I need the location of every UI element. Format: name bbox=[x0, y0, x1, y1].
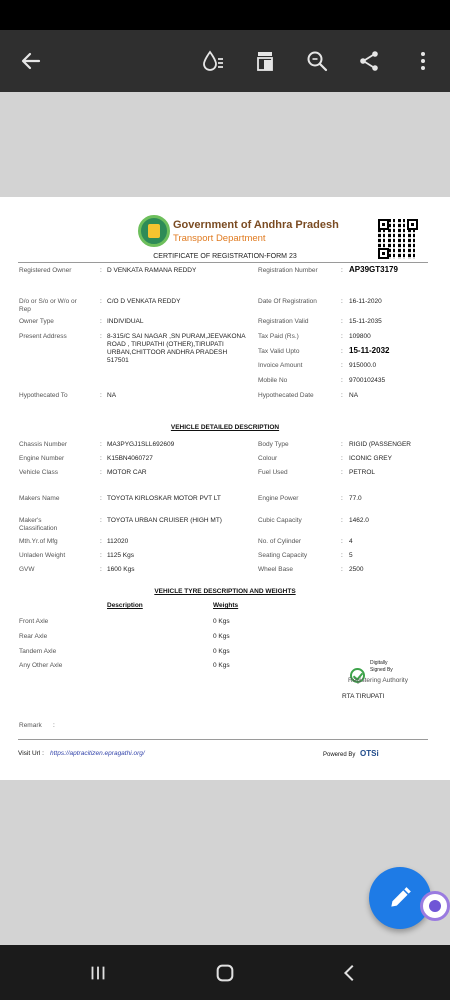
colour-label: Colour bbox=[258, 455, 278, 462]
back-nav-icon bbox=[339, 962, 361, 984]
document-viewer[interactable] bbox=[0, 92, 450, 945]
body-type-value: RIGID (PASSENGER bbox=[349, 441, 412, 448]
colon: : bbox=[100, 495, 102, 502]
registration-date-label: Date Of Registration bbox=[258, 298, 317, 305]
tax-valid-label: Tax Valid Upto bbox=[258, 348, 300, 355]
more-vertical-icon bbox=[411, 49, 435, 73]
owner-type-label: Owner Type bbox=[19, 318, 54, 325]
status-bar bbox=[0, 0, 450, 30]
back-button[interactable] bbox=[14, 44, 48, 78]
recent-apps-button[interactable] bbox=[80, 957, 116, 989]
colon: : bbox=[341, 455, 343, 462]
page-layout-icon bbox=[253, 49, 277, 73]
fuel-used-label: Fuel Used bbox=[258, 469, 288, 476]
colon: : bbox=[341, 517, 343, 524]
government-title: Government of Andhra Pradesh bbox=[173, 219, 339, 231]
rear-axle-label: Rear Axle bbox=[19, 633, 48, 640]
hypothecated-to-label: Hypothecated To bbox=[19, 392, 68, 399]
certificate-page bbox=[0, 197, 450, 780]
invoice-amount-value: 915000.0 bbox=[349, 362, 377, 369]
colon: : bbox=[341, 552, 343, 559]
cylinder-label: No. of Cylinder bbox=[258, 538, 301, 545]
tax-paid-value: 109800 bbox=[349, 333, 371, 340]
colon: : bbox=[341, 377, 343, 384]
other-axle-label: Any Other Axle bbox=[19, 662, 63, 669]
tax-valid-value: 15-11-2032 bbox=[349, 346, 390, 355]
registration-number-value: AP39GT3179 bbox=[349, 265, 398, 274]
registration-number-label: Registration Number bbox=[258, 267, 318, 274]
colour-value: ICONIC GREY bbox=[349, 455, 392, 462]
colon: : bbox=[100, 333, 102, 340]
colon: : bbox=[341, 333, 343, 340]
tandem-axle-weight: 0 Kgs bbox=[213, 648, 230, 655]
vehicle-section-title: VEHICLE DETAILED DESCRIPTION bbox=[170, 424, 280, 431]
other-axle-weight: 0 Kgs bbox=[213, 662, 230, 669]
page-layout-button[interactable] bbox=[248, 44, 282, 78]
relation-value: C/O D VENKATA REDDY bbox=[107, 298, 181, 305]
registered-owner-label: Registered Owner bbox=[19, 267, 72, 274]
registration-valid-value: 15-11-2035 bbox=[349, 318, 382, 325]
registration-valid-label: Registration Valid bbox=[258, 318, 309, 325]
chassis-value: MA3PYGJ1SLL692609 bbox=[107, 441, 175, 448]
mobile-label: Mobile No bbox=[258, 377, 288, 384]
certificate-title: CERTIFICATE OF REGISTRATION-FORM 23 bbox=[153, 253, 297, 260]
tandem-axle-label: Tandem Axle bbox=[19, 648, 57, 655]
pencil-icon bbox=[387, 885, 413, 911]
colon: : bbox=[341, 392, 343, 399]
divider bbox=[18, 739, 428, 740]
engine-number-value: K15BN4060727 bbox=[107, 455, 153, 462]
share-button[interactable] bbox=[352, 44, 386, 78]
cubic-capacity-label: Cubic Capacity bbox=[258, 517, 302, 524]
colon: : bbox=[341, 538, 343, 545]
remark-label: Remark bbox=[19, 722, 42, 729]
qr-code bbox=[378, 219, 418, 259]
viewer-toolbar bbox=[0, 30, 450, 92]
front-axle-label: Front Axle bbox=[19, 618, 49, 625]
colon: : bbox=[100, 441, 102, 448]
colon: : bbox=[100, 267, 102, 274]
assistant-bubble[interactable] bbox=[420, 891, 450, 921]
colon: : bbox=[100, 298, 102, 305]
colon: : bbox=[100, 455, 102, 462]
visit-url-link[interactable]: https://aptracitizen.epragathi.org/ bbox=[50, 750, 145, 757]
colon: : bbox=[341, 566, 343, 573]
registered-owner-value: D VENKATA RAMANA REDDY bbox=[107, 267, 197, 274]
colon: : bbox=[100, 538, 102, 545]
colon: : bbox=[100, 552, 102, 559]
engine-power-label: Engine Power bbox=[258, 495, 299, 502]
colon: : bbox=[341, 441, 343, 448]
hypothecated-date-value: NA bbox=[349, 392, 359, 399]
hypothecated-date-label: Hypothecated Date bbox=[258, 392, 314, 399]
vehicle-class-value: MOTOR CAR bbox=[107, 469, 147, 476]
colon: : bbox=[341, 495, 343, 502]
gvw-value: 1600 Kgs bbox=[107, 566, 135, 573]
present-address-value: 8-315/C SAI NAGAR ,SN PURAM,JEEVAKONA ROAD , TIRUPATHI (OTHER),TIRUPATI URBAN,CHITTOOR ANDHRA PRADESH 517501 bbox=[107, 333, 246, 364]
more-options-button[interactable] bbox=[406, 44, 440, 78]
engine-number-label: Engine Number bbox=[19, 455, 65, 462]
colon: : bbox=[100, 566, 102, 573]
registration-date-value: 16-11-2020 bbox=[349, 298, 382, 305]
colon: : bbox=[53, 722, 55, 729]
digitally-text: Digitally bbox=[370, 660, 388, 666]
home-button[interactable] bbox=[207, 957, 243, 989]
powered-by-label: Powered By bbox=[323, 752, 356, 758]
visit-url-label: Visit Url : bbox=[18, 750, 44, 757]
mfg-value: 112020 bbox=[107, 538, 129, 545]
ap-emblem-logo bbox=[138, 215, 170, 247]
colon: : bbox=[100, 517, 102, 524]
wheel-base-value: 2500 bbox=[349, 566, 364, 573]
ink-drop-icon bbox=[201, 49, 225, 73]
share-icon bbox=[357, 49, 381, 73]
tax-paid-label: Tax Paid (Rs.) bbox=[258, 333, 299, 340]
body-type-label: Body Type bbox=[258, 441, 289, 448]
registering-authority-label: Registering Authority bbox=[348, 677, 408, 684]
cylinder-value: 4 bbox=[349, 538, 353, 545]
colon: : bbox=[341, 362, 343, 369]
present-address-label: Present Address bbox=[19, 333, 67, 340]
ink-button[interactable] bbox=[196, 44, 230, 78]
unladen-weight-value: 1125 Kgs bbox=[107, 552, 134, 559]
search-button[interactable] bbox=[300, 44, 334, 78]
makers-name-label: Makers Name bbox=[19, 495, 60, 502]
cubic-capacity-value: 1462.0 bbox=[349, 517, 369, 524]
mfg-label: Mth.Yr.of Mfg bbox=[19, 538, 58, 545]
home-icon bbox=[214, 962, 236, 984]
divider bbox=[18, 262, 428, 263]
search-zoom-icon bbox=[305, 49, 329, 73]
department-title: Transport Department bbox=[173, 233, 266, 244]
tyre-weights-header: Weights bbox=[213, 602, 239, 609]
hypothecated-to-value: NA bbox=[107, 392, 117, 399]
seating-value: 5 bbox=[349, 552, 353, 559]
colon: : bbox=[100, 318, 102, 325]
rta-value: RTA TIRUPATI bbox=[342, 693, 385, 700]
colon: : bbox=[341, 298, 343, 305]
owner-type-value: INDIVIDUAL bbox=[107, 318, 144, 325]
chassis-label: Chassis Number bbox=[19, 441, 68, 448]
unladen-weight-label: Unladen Weight bbox=[19, 552, 66, 559]
colon: : bbox=[341, 318, 343, 325]
colon: : bbox=[100, 392, 102, 399]
back-nav-button[interactable] bbox=[332, 957, 368, 989]
system-nav-bar bbox=[0, 945, 450, 1000]
colon: : bbox=[341, 348, 343, 355]
recent-apps-icon bbox=[87, 962, 109, 984]
tyre-section-title: VEHICLE TYRE DESCRIPTION AND WEIGHTS bbox=[154, 588, 296, 595]
relation-label: D/o or S/o or W/o or Rep bbox=[19, 298, 77, 313]
mobile-value: 9700102435 bbox=[349, 377, 386, 384]
classification-value: TOYOTA URBAN CRUISER (HIGH MT) bbox=[107, 517, 222, 524]
seating-label: Seating Capacity bbox=[258, 552, 308, 559]
rear-axle-weight: 0 Kgs bbox=[213, 633, 230, 640]
vehicle-class-label: Vehicle Class bbox=[19, 469, 59, 476]
wheel-base-label: Wheel Base bbox=[258, 566, 294, 573]
fuel-used-value: PETROL bbox=[349, 469, 376, 476]
invoice-amount-label: Invoice Amount bbox=[258, 362, 303, 369]
engine-power-value: 77.0 bbox=[349, 495, 362, 502]
signed-by-text: Signed By bbox=[370, 667, 393, 673]
gvw-label: GVW bbox=[19, 566, 35, 573]
colon: : bbox=[341, 469, 343, 476]
colon: : bbox=[100, 469, 102, 476]
arrow-left-icon bbox=[19, 49, 43, 73]
otsi-logo: OTSi bbox=[360, 749, 379, 758]
colon: : bbox=[341, 267, 343, 274]
makers-name-value: TOYOTA KIRLOSKAR MOTOR PVT LT bbox=[107, 495, 221, 502]
tyre-description-header: Description bbox=[107, 602, 143, 609]
front-axle-weight: 0 Kgs bbox=[213, 618, 230, 625]
classification-label: Maker's Classification bbox=[19, 517, 58, 532]
